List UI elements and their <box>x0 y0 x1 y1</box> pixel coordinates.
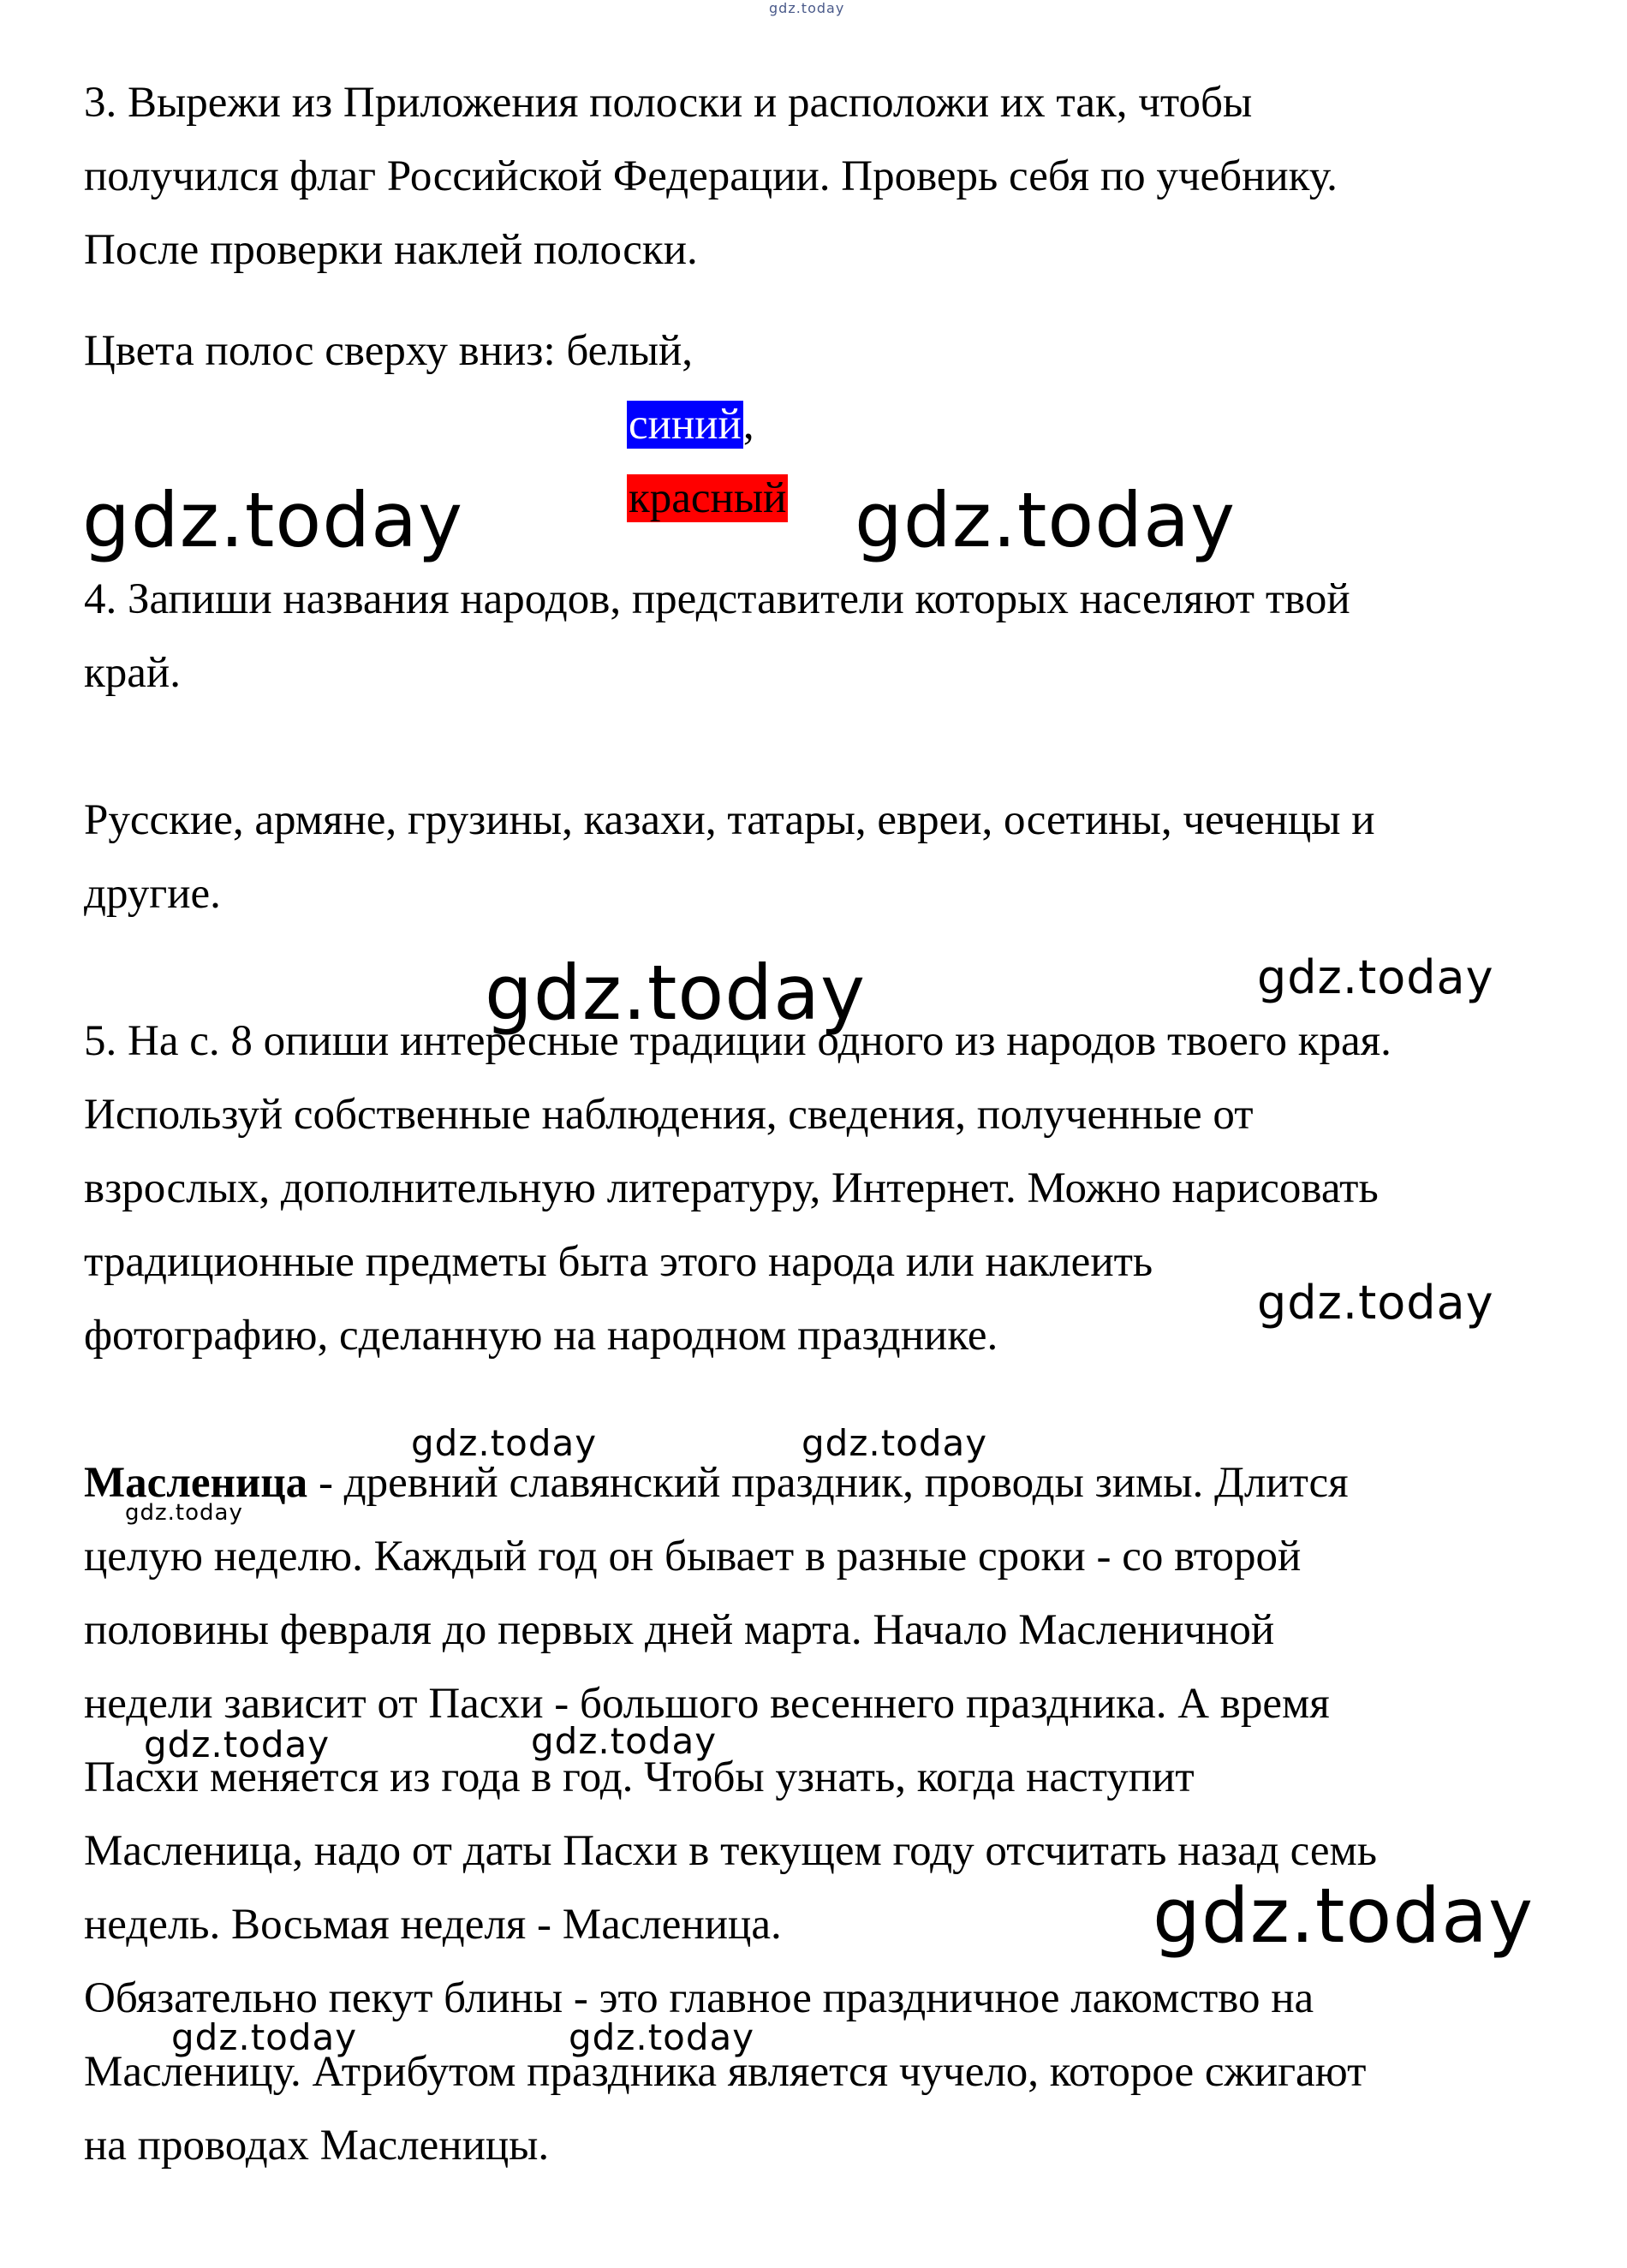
watermark-9: gdz.today <box>144 1723 331 1765</box>
task5-line-5: фотографию, сделанную на народном празднике. <box>84 1312 998 1360</box>
answer5-line-10: на проводах Масленицы. <box>84 2122 550 2170</box>
task5-line-4: традиционные предметы быта этого народа или наклеить <box>84 1238 1153 1286</box>
task5-line-3: взрослых, дополнительную литературу, Интернет. Можно нарисовать <box>84 1164 1379 1212</box>
watermark-5: gdz.today <box>1257 1276 1494 1330</box>
task3-line-3: После проверки наклей полоски. <box>84 226 698 274</box>
answer5-line-1 <box>84 1457 1349 1509</box>
task3-answer-prefix: Цвета полос сверху вниз: белый, <box>84 327 694 375</box>
watermark-4: gdz.today <box>1257 950 1494 1004</box>
answer5-line-5: Пасхи меняется из года в год. Чтобы узнать, когда наступит <box>84 1753 1195 1801</box>
task4-answer-line-1: Русские, армяне, грузины, казахи, татары, евреи, осетины, чеченцы и <box>84 796 1375 844</box>
task4-line-1: 4. Запиши названия народов, представители которых населяют твой <box>84 575 1350 623</box>
watermark-1: gdz.today <box>82 476 464 564</box>
answer5-line-6: Масленица, надо от даты Пасхи в текущем году отсчитать назад семь <box>84 1827 1378 1875</box>
watermark-12: gdz.today <box>171 2016 358 2058</box>
flag-color-comma: , <box>742 401 754 449</box>
watermark-3: gdz.today <box>485 949 867 1037</box>
flag-color-blue: синий <box>629 401 742 449</box>
flag-color-blue-row <box>627 399 754 450</box>
watermark-10: gdz.today <box>531 1720 718 1762</box>
answer5-line-3: половины февраля до первых дней марта. Начало Масленичной <box>84 1606 1275 1654</box>
flag-color-red: красный <box>629 474 787 522</box>
watermark-7: gdz.today <box>802 1422 988 1464</box>
answer5-line-2: целую неделю. Каждый год он бывает в разные сроки - со второй <box>84 1533 1302 1580</box>
task4-line-2: край. <box>84 649 181 697</box>
answer5-line-7: недель. Восьмая неделя - Масленица. <box>84 1901 782 1949</box>
task5-line-1: 5. На с. 8 опиши интересные традиции одного из народов твоего края. <box>84 1017 1392 1065</box>
watermark-11: gdz.today <box>1153 1872 1535 1960</box>
flag-color-red-row <box>627 473 788 524</box>
task4-answer-line-2: другие. <box>84 870 221 918</box>
watermark-top: gdz.today <box>769 0 845 16</box>
answer5-line-4: недели зависит от Пасхи - большого весеннего праздника. А время <box>84 1680 1330 1728</box>
task3-line-2: получился флаг Российской Федерации. Проверь себя по учебнику. <box>84 152 1338 200</box>
task5-line-2: Используй собственные наблюдения, сведения, полученные от <box>84 1091 1254 1139</box>
answer5-first-line-rest: - древний славянский праздник, проводы зимы. Длится <box>307 1459 1349 1507</box>
task3-line-1: 3. Вырежи из Приложения полоски и расположи их так, чтобы <box>84 79 1253 127</box>
watermark-2: gdz.today <box>855 476 1237 564</box>
watermark-6: gdz.today <box>411 1422 598 1464</box>
watermark-13: gdz.today <box>569 2016 755 2058</box>
watermark-8: gdz.today <box>125 1500 243 1526</box>
answer5-term: Масленица <box>84 1459 308 1507</box>
answer5-line-9: Масленицу. Атрибутом праздника является чучело, которое сжигают <box>84 2048 1367 2096</box>
answer5-line-8: Обязательно пекут блины - это главное праздничное лакомство на <box>84 1974 1314 2022</box>
